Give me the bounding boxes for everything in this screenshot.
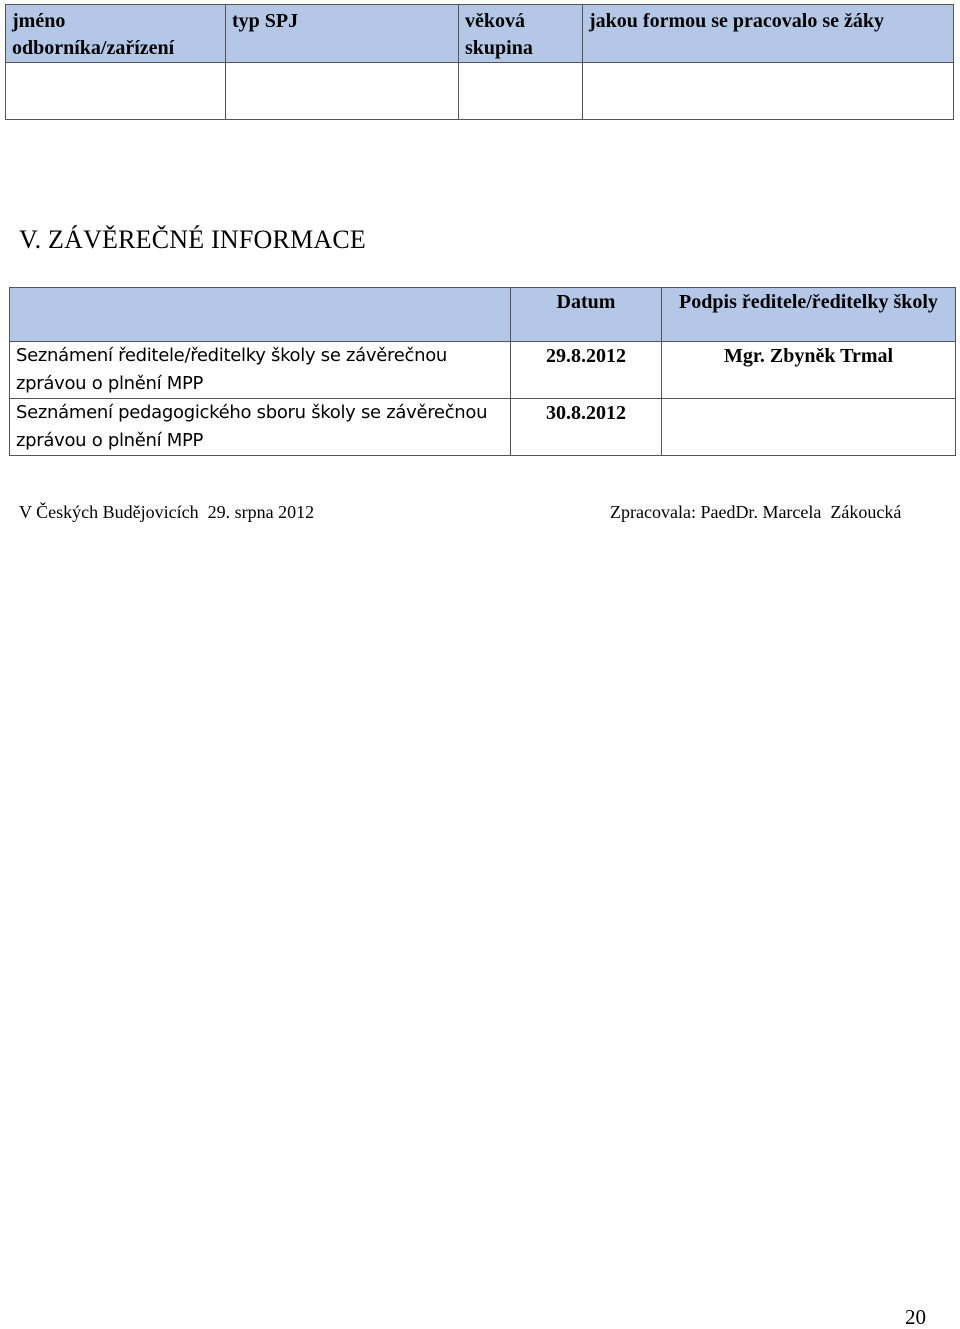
header-specialist-name: jméno odborníka/zařízení: [6, 5, 226, 63]
header-date: Datum: [511, 288, 662, 342]
row-date: 30.8.2012: [511, 399, 662, 456]
header-age-group: věková skupina: [459, 5, 583, 63]
place-and-date: V Českých Budějovicích 29. srpna 2012: [19, 502, 315, 522]
specialist-table-header-row: [6, 5, 954, 63]
final-info-table: [9, 287, 956, 456]
table-row: [6, 63, 954, 120]
info-table-header-row: [10, 288, 956, 342]
table-row: [10, 399, 956, 456]
table-cell-empty: [459, 63, 583, 120]
header-spj-type: typ SPJ: [226, 5, 459, 63]
table-cell-empty: [583, 63, 954, 120]
page-number: 20: [905, 1305, 926, 1329]
row-date: 29.8.2012: [511, 342, 662, 399]
row-signature: [662, 399, 956, 456]
section-title: V. ZÁVĚREČNÉ INFORMACE: [19, 225, 366, 254]
table-cell-empty: [226, 63, 459, 120]
row-description: Seznámení pedagogického sboru školy se závěrečnou zprávou o plnění MPP: [10, 399, 511, 456]
row-description: Seznámení ředitele/ředitelky školy se závěrečnou zprávou o plnění MPP: [10, 342, 511, 399]
specialist-table: [5, 4, 954, 120]
prepared-by: Zpracovala: PaedDr. Marcela Zákoucká: [610, 502, 902, 522]
table-row: [10, 342, 956, 399]
table-cell-empty: [6, 63, 226, 120]
header-signature: Podpis ředitele/ředitelky školy: [662, 288, 956, 342]
header-work-form: jakou formou se pracovalo se žáky: [583, 5, 954, 63]
header-description: [10, 288, 511, 342]
row-signature: Mgr. Zbyněk Trmal: [662, 342, 956, 399]
